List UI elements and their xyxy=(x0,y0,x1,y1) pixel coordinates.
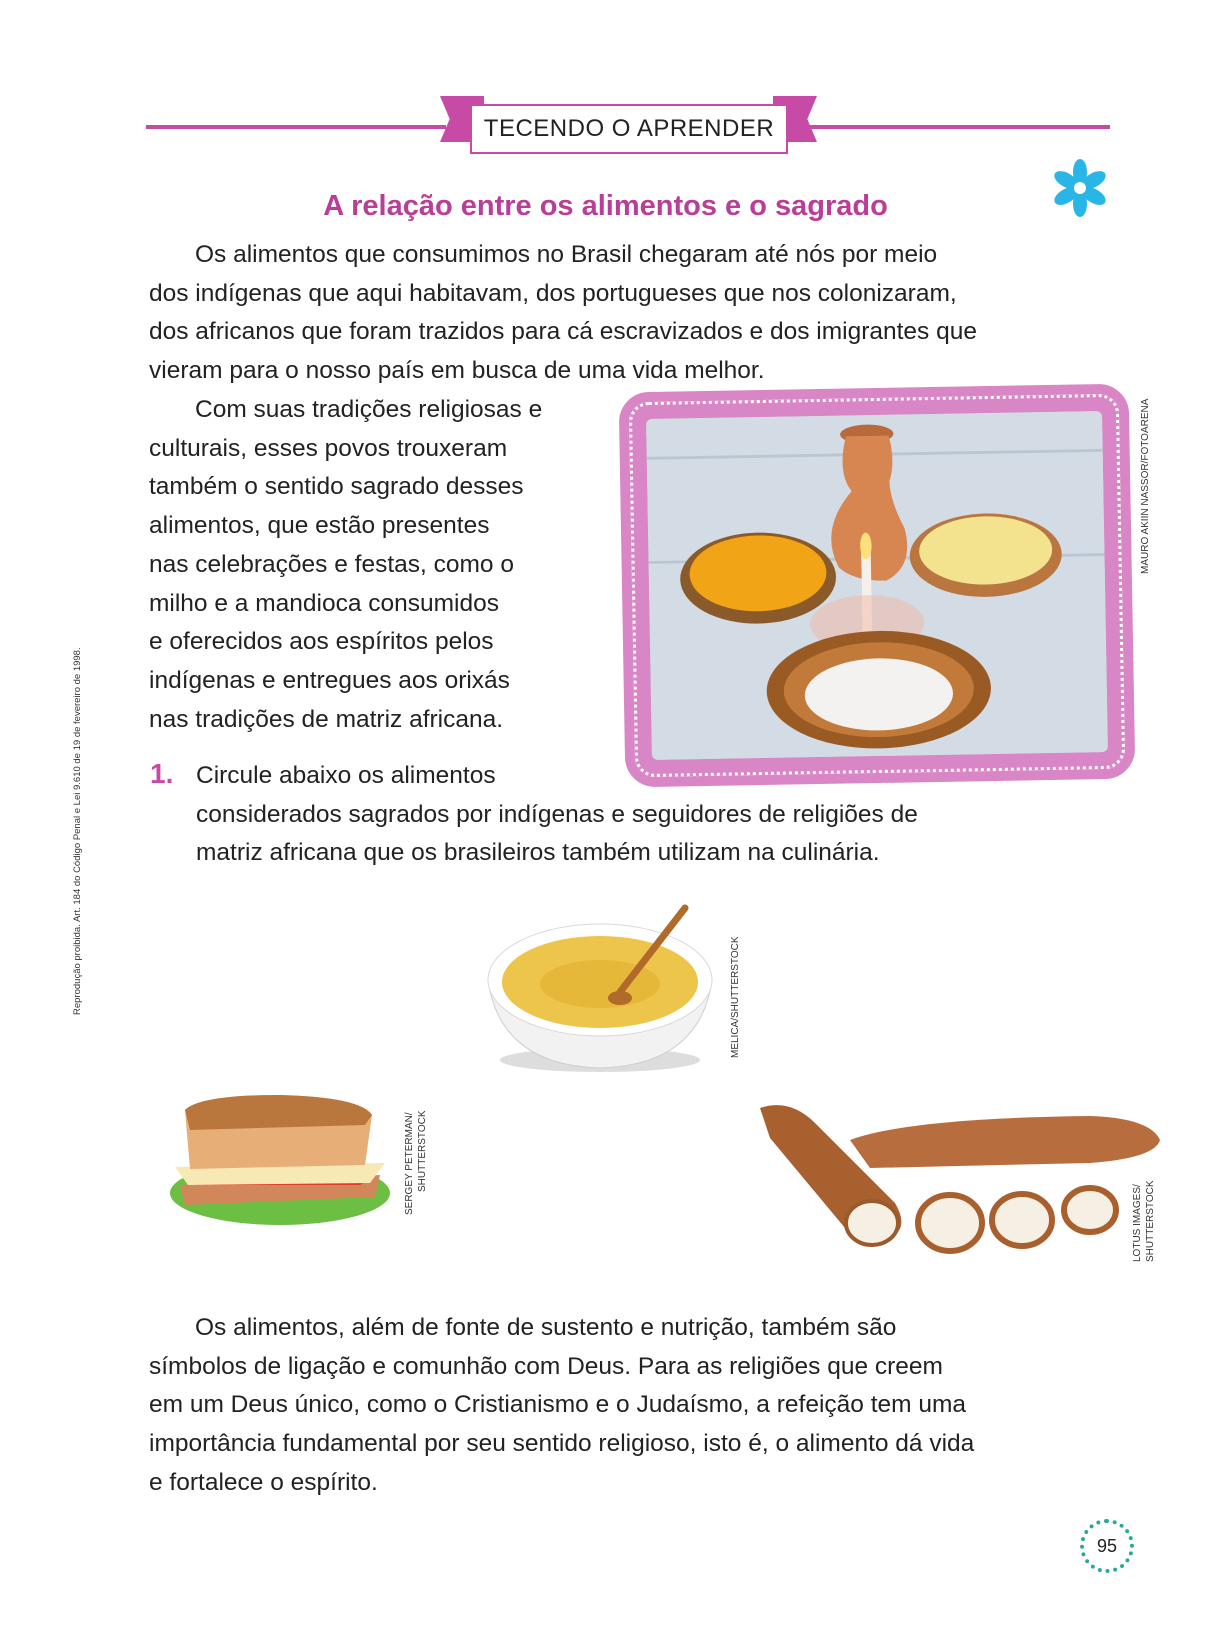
offering-photo xyxy=(646,411,1108,760)
traditions-line: também o sentido sagrado desses xyxy=(149,473,524,501)
cassava-credit-line-1: LOTUS IMAGES/ xyxy=(1132,1184,1143,1262)
section-banner-label: TECENDO O APRENDER xyxy=(483,115,775,142)
closing-line: em um Deus único, como o Cristianismo e o Judaísmo, a refeição tem uma xyxy=(149,1391,967,1419)
traditions-line: nas celebrações e festas, como o xyxy=(149,550,514,578)
closing-line: e fortalece o espírito. xyxy=(149,1468,378,1496)
copyright-notice: Reprodução proibida. Art. 184 do Código Penal e Lei 9.610 de 19 de fevereiro de 1998. xyxy=(72,647,83,1015)
page-number xyxy=(1080,1519,1134,1573)
closing-line: símbolos de ligação e comunhão com Deus. Para as religiões que creem xyxy=(149,1352,943,1380)
cassava-credit-line-2: SHUTTERSTOCK xyxy=(1145,1180,1156,1262)
question-line: considerados sagrados por indígenas e seguidores de religiões de xyxy=(196,800,918,828)
traditions-line: culturais, esses povos trouxeram xyxy=(149,434,508,462)
page-number-label: 95 xyxy=(1096,1535,1118,1556)
header-rule-left xyxy=(146,125,446,129)
cornmeal-credit: MELICA/SHUTTERSTOCK xyxy=(730,936,741,1058)
offering-photo-frame xyxy=(629,394,1125,777)
closing-paragraph xyxy=(149,1309,974,1503)
photo-credit: MAURO AKIIN NASSOR/FOTOARENA xyxy=(1140,398,1151,574)
traditions-line: Com suas tradições religiosas e xyxy=(195,396,543,423)
closing-line: Os alimentos, além de fonte de sustento e nutrição, também são xyxy=(195,1314,897,1341)
sandwich-credit-line-1: SERGEY PETERMAN/ xyxy=(404,1112,415,1215)
cassava-image[interactable] xyxy=(760,1098,1160,1258)
section-banner xyxy=(470,104,788,154)
header-rule-right xyxy=(810,125,1110,129)
page-title: A relação entre os alimentos e o sagrado xyxy=(323,190,888,222)
intro-line: vieram para o nosso país em busca de uma vida melhor. xyxy=(149,357,765,385)
closing-line: importância fundamental por seu sentido religioso, isto é, o alimento dá vida xyxy=(149,1430,975,1458)
traditions-line: e oferecidos aos espíritos pelos xyxy=(149,628,494,656)
cornmeal-image[interactable] xyxy=(480,900,720,1080)
question-line: matriz africana que os brasileiros também utilizam na culinária. xyxy=(196,839,880,867)
intro-line: Os alimentos que consumimos no Brasil chegaram até nós por meio xyxy=(195,241,938,268)
traditions-line: alimentos, que estão presentes xyxy=(149,512,490,540)
intro-line: dos indígenas que aqui habitavam, dos portugueses que nos colonizaram, xyxy=(149,279,957,307)
traditions-line: milho e a mandioca consumidos xyxy=(149,589,499,617)
sandwich-image[interactable] xyxy=(160,1085,400,1235)
intro-paragraph xyxy=(149,236,977,391)
question-number: 1. xyxy=(150,758,174,789)
intro-line: dos africanos que foram trazidos para cá escravizados e dos imigrantes que xyxy=(149,318,977,346)
question-text xyxy=(196,757,918,873)
traditions-line: nas tradições de matriz africana. xyxy=(149,705,504,733)
traditions-line: indígenas e entregues aos orixás xyxy=(149,666,510,694)
question-line: Circule abaixo os alimentos xyxy=(196,762,496,789)
traditions-paragraph xyxy=(149,391,542,739)
sandwich-credit-line-2: SHUTTERSTOCK xyxy=(417,1110,428,1192)
